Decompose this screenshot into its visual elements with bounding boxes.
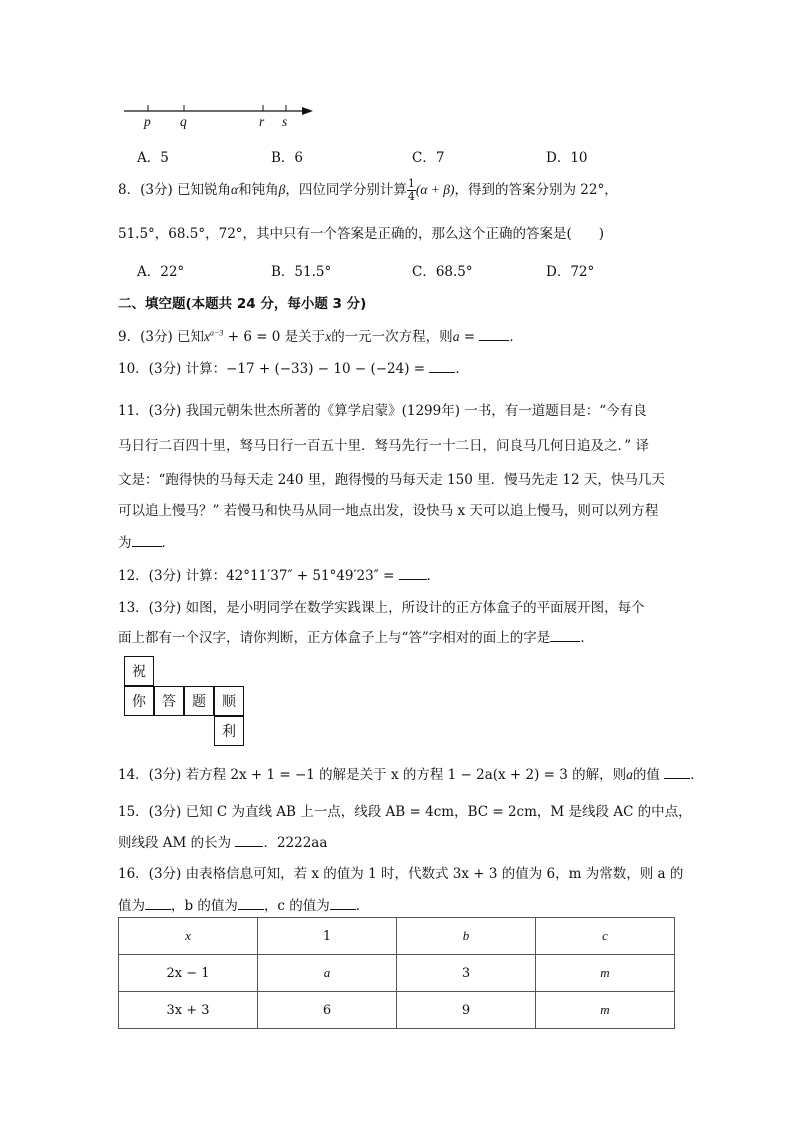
net-cell-shun: 顺 [214,686,244,716]
q11-line5-end: ． [161,535,175,551]
q13-end: ． [580,630,594,646]
q16-blank-b [238,908,264,910]
q8-option-c: C．68.5° [412,264,473,280]
q16-line2-b: ，b 的值为 [171,898,238,914]
q16-blank-a [145,908,171,910]
q10 [118,357,469,377]
net-cell-ti: 题 [184,686,214,716]
q8-frac-num: 1 [407,177,415,190]
q11-line3: 文是：“跑得快的马每天走 240 里，跑得慢的马每天走 150 里．慢马先走 12 天，快马几天 [118,472,665,488]
table-cell: x [119,918,258,955]
q8-text-c: ，四位同学分别计算 [285,182,407,198]
q8-line1 [118,178,618,203]
label-p: p [144,114,151,129]
q13-blank [550,640,580,642]
q8-option-a: A．22° [137,264,185,280]
q9-post: 的一元一次方程，则 [331,329,453,345]
q8-text-b: 和钝角 [238,182,279,198]
q16-blank-c [330,908,356,910]
q8-option-b: B．51.5° [271,264,332,280]
q10-blank [429,371,455,373]
q14-text-b: 的值 [632,767,665,783]
q12-end: ． [426,568,441,584]
q12-blank [399,578,427,580]
q13-line2 [118,626,594,646]
q11-line5 [118,531,175,551]
net-cell-da: 答 [154,686,184,716]
q8-option-d: D．72° [546,264,595,280]
q16-line2-a: 值为 [118,898,145,914]
q11-line4: 可以追上慢马？” 若慢马和快马从同一地点出发，设快马 x 天可以追上慢马，则可以列方程 [118,503,659,519]
q8-text-a: 8．(3分) 已知锐角 [118,182,232,198]
q13-line2-text: 面上都有一个汉字，请你判断，正方体盒子上与“答”字相对的面上的字是 [118,630,551,646]
q14-a: a [626,767,633,782]
table-cell: 3x + 3 [119,992,258,1029]
table-cell: a [258,955,397,992]
net-cell-ni: 你 [124,686,154,716]
table-cell: 9 [397,992,536,1029]
q9-var: x [325,329,332,344]
table-row [119,955,675,992]
q11-line1: 11．(3分) 我国元朝朱世杰所著的《算学启蒙》(1299年) 一书，有一道题目是：“今有良 [118,403,647,419]
q15-line1: 15．(3分) 已知 C 为直线 AB 上一点，线段 AB = 4cm，BC = 2cm，M 是线段 AC 的中点， [118,804,692,820]
table-cell: b [397,918,536,955]
q14-end: ． [690,767,704,783]
q16-line1: 16．(3分) 由表格信息可知，若 x 的值为 1 时，代数式 3x + 3 的值为 6，m 为常数，则 a 的 [118,866,684,882]
q9-blank [479,339,509,341]
table-row [119,918,675,955]
table-cell: 2x − 1 [119,955,258,992]
q12-text: 12．(3分) 计算：42°11′37″ + 51°49′23″ = [118,568,399,584]
label-s: s [282,114,288,129]
q8-alpha: α [231,182,239,197]
q7-option-a: A．5 [137,150,169,166]
q16-line2-d: ． [355,898,370,914]
net-cell-zhu: 祝 [124,656,154,686]
q8-frac-den: 4 [407,190,415,203]
q10-end: ． [455,361,469,377]
q8-beta: β [278,182,286,197]
q11-line5-pre: 为 [118,535,132,551]
q13-line1: 13．(3分) 如图，是小明同学在数学实践课上，所设计的正方体盒子的平面展开图，每个 [118,600,645,616]
table-cell: 3 [397,955,536,992]
table-cell: c [536,918,675,955]
q8-expr: (α + β) [415,182,455,197]
q15-line2 [118,831,327,851]
number-line-arrow [302,107,313,115]
table-cell: 1 [258,918,397,955]
q8-fraction [407,178,416,203]
q8-line2: 51.5°，68.5°，72°，其中只有一个答案是正确的，那么这个正确的答案是( ) [118,226,605,242]
q9-end: ． [509,329,523,345]
q9-mid: + 6 = 0 是关于 [223,329,326,345]
cube-net [124,656,245,747]
table-cell: m [536,955,675,992]
table-cell: 6 [258,992,397,1029]
q15-line2-end: ．2222aa [263,835,328,851]
section-title: 二、填空题(本题共 24 分，每小题 3 分) [118,296,367,312]
q9-pre: 9．(3分) 已知 [118,329,205,345]
q16-line2-c: ，c 的值为 [263,898,330,914]
q7-option-d: D．10 [546,150,588,166]
q9-exponent: a−3 [210,328,224,338]
q9-x: x [204,329,211,344]
q7-option-b: B．6 [271,150,304,166]
q9-eq: = [459,329,480,345]
q9 [118,325,523,345]
q10-text: 10．(3分) 计算：−17 + (−33) − 10 − (−24) = [118,361,430,377]
label-r: r [259,114,265,129]
table-cell: m [536,992,675,1029]
table-row [119,992,675,1029]
q8-text-d: ，得到的答案分别为 22°， [454,182,618,198]
q14 [118,763,704,783]
q14-text-a: 14．(3分) 若方程 2x + 1 = −1 的解是关于 x 的方程 1 − 2a(x + 2) = 3 的解，则 [118,767,627,783]
q15-blank [235,845,263,847]
q9-a: a [452,329,460,344]
q12 [118,564,440,584]
label-q: q [180,114,187,129]
q11-blank [132,545,162,547]
q11-line2: 马日行二百四十里，驽马日行一百五十里．驽马先行一十二日，问良马几何日追及之．” 译 [118,438,649,454]
q16-table [118,917,675,1029]
q15-line2-pre: 则线段 AM 的长为 [118,835,236,851]
q7-option-c: C．7 [412,150,445,166]
q14-blank [664,777,690,779]
q16-line2 [118,894,369,914]
net-cell-li: 利 [214,716,244,746]
